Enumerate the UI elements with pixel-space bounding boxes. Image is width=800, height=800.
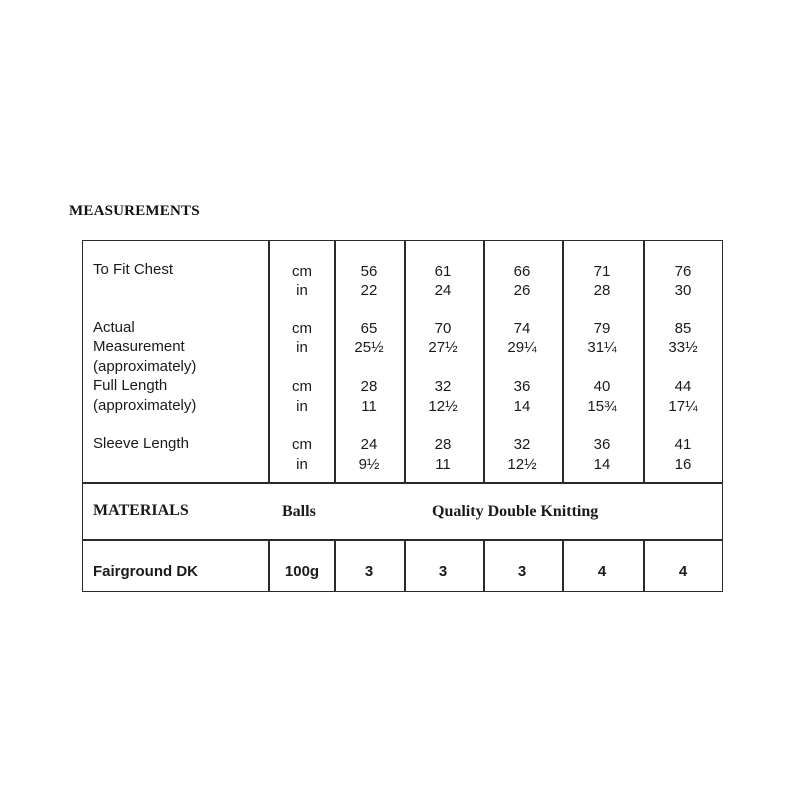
- yarn-quantity: 3: [438, 563, 448, 580]
- cell-value: 61: [434, 263, 452, 280]
- cell-value: 32: [513, 436, 531, 453]
- cell-value: 31¼: [587, 339, 617, 356]
- cell-value: 40: [593, 378, 611, 395]
- cell-value: 28: [434, 436, 452, 453]
- column-divider: [483, 241, 485, 482]
- column-divider: [404, 241, 406, 482]
- cell-value: 79: [593, 320, 611, 337]
- cell-value: 22: [360, 282, 378, 299]
- row-label: (approximately): [93, 397, 197, 414]
- row-label: Measurement: [93, 338, 185, 355]
- unit-in: in: [296, 456, 308, 473]
- cell-value: 65: [360, 320, 378, 337]
- row-label: Full Length: [93, 377, 168, 394]
- cell-value: 36: [513, 378, 531, 395]
- unit-in: in: [296, 398, 308, 415]
- cell-value: 9½: [358, 456, 380, 473]
- column-divider: [334, 539, 336, 591]
- column-divider: [562, 539, 564, 591]
- cell-value: 29¼: [507, 339, 537, 356]
- cell-value: 71: [593, 263, 611, 280]
- row-label: To Fit Chest: [93, 261, 174, 278]
- row-label: (approximately): [93, 358, 197, 375]
- row-label: Actual: [93, 319, 135, 336]
- cell-value: 14: [513, 398, 531, 415]
- yarn-name: Fairground DK: [93, 563, 198, 580]
- cell-value: 14: [593, 456, 611, 473]
- unit-in: in: [296, 339, 308, 356]
- cell-value: 28: [593, 282, 611, 299]
- column-divider: [334, 241, 336, 482]
- cell-value: 24: [360, 436, 378, 453]
- cell-value: 36: [593, 436, 611, 453]
- column-divider: [268, 539, 270, 591]
- cell-value: 11: [361, 398, 377, 415]
- column-divider: [268, 241, 270, 482]
- cell-value: 12½: [428, 398, 458, 415]
- quality-label: Quality Double Knitting: [432, 503, 599, 520]
- column-divider: [643, 539, 645, 591]
- unit-cm: cm: [292, 263, 312, 280]
- column-divider: [483, 539, 485, 591]
- yarn-quantity: 3: [517, 563, 527, 580]
- unit-cm: cm: [292, 436, 312, 453]
- divider-materials-top: [83, 482, 722, 484]
- column-divider: [562, 241, 564, 482]
- cell-value: 30: [674, 282, 692, 299]
- cell-value: 33½: [668, 339, 698, 356]
- cell-value: 25½: [354, 339, 384, 356]
- cell-value: 32: [434, 378, 452, 395]
- yarn-quantity: 4: [678, 563, 688, 580]
- cell-value: 70: [434, 320, 452, 337]
- balls-label: Balls: [282, 503, 316, 520]
- unit-cm: cm: [292, 378, 312, 395]
- cell-value: 44: [674, 378, 692, 395]
- yarn-quantity: 3: [364, 563, 374, 580]
- cell-value: 76: [674, 263, 692, 280]
- cell-value: 24: [434, 282, 452, 299]
- cell-value: 66: [513, 263, 531, 280]
- unit-in: in: [296, 282, 308, 299]
- divider-materials-bottom: [83, 539, 722, 541]
- unit-cm: cm: [292, 320, 312, 337]
- measurements-heading: MEASUREMENTS: [69, 203, 200, 219]
- cell-value: 56: [360, 263, 378, 280]
- measurements-table: [82, 240, 723, 592]
- cell-value: 26: [513, 282, 531, 299]
- yarn-quantity: 4: [597, 563, 607, 580]
- cell-value: 41: [674, 436, 692, 453]
- cell-value: 27½: [428, 339, 458, 356]
- cell-value: 74: [513, 320, 531, 337]
- yarn-weight: 100g: [284, 563, 320, 580]
- row-label: Sleeve Length: [93, 435, 189, 452]
- column-divider: [643, 241, 645, 482]
- cell-value: 16: [674, 456, 692, 473]
- cell-value: 17¼: [668, 398, 698, 415]
- cell-value: 15¾: [587, 398, 617, 415]
- cell-value: 11: [435, 456, 451, 473]
- column-divider: [404, 539, 406, 591]
- materials-title: MATERIALS: [93, 502, 189, 519]
- cell-value: 85: [674, 320, 692, 337]
- cell-value: 12½: [507, 456, 537, 473]
- cell-value: 28: [360, 378, 378, 395]
